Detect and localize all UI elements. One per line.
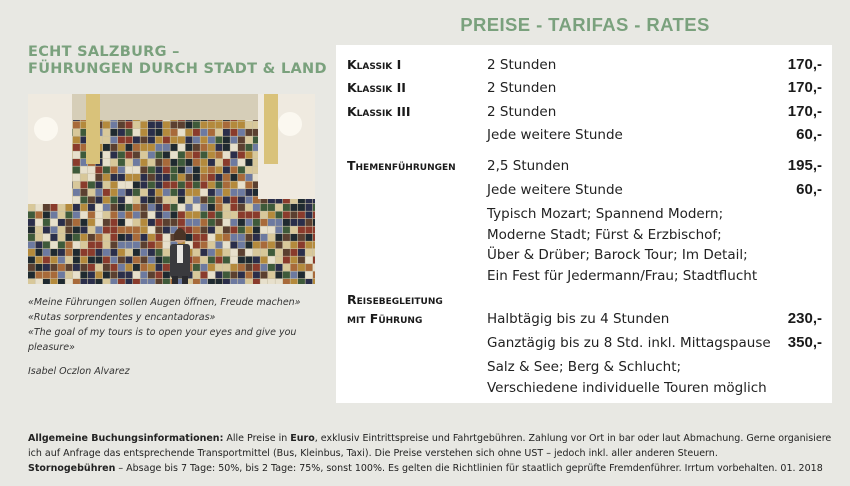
rate-price: 230,-: [787, 310, 822, 327]
rate-category: Klassik II: [347, 80, 406, 95]
rates-heading: PREISE - TARIFAS - RATES: [460, 14, 710, 35]
quotes-block: [28, 295, 328, 379]
rate-duration: Ganztägig bis zu 8 Std. inkl. Mittagspause: [487, 335, 771, 351]
list-item: Verschiedene individuelle Touren möglich: [487, 379, 767, 396]
title-line-2: FÜHRUNGEN DURCH STADT & LAND: [28, 61, 327, 77]
rate-price: 195,-: [787, 157, 822, 174]
currency: Euro: [290, 433, 315, 444]
storno-label: Stornogebühren: [28, 463, 116, 474]
list-item: Typisch Mozart; Spannend Modern;: [487, 206, 724, 222]
storno-line: [28, 461, 838, 476]
rate-category-line: Reisebegleitung: [347, 292, 443, 307]
rate-price: 170,-: [787, 56, 822, 73]
booking-text: , exklusiv Eintrittspreise und Fahrtgebühren. Zahlung vor Ort in bar oder laut Abmachung. Gerne organisiere: [314, 433, 832, 444]
rate-price: 170,-: [787, 79, 822, 96]
reise-tour-list: [487, 357, 767, 398]
list-item: Ein Fest für Jedermann/Frau; Stadtflucht: [487, 267, 758, 284]
guide-photo: [28, 94, 315, 284]
rate-price: 60,-: [796, 126, 822, 143]
storno-text: – Absage bis 7 Tage: 50%, bis 2 Tage: 75%, sonst 100%. Es gelten die Richtlinien für staatlich geprüfte Fremdenführer. Irrtum vorbehalten. 01. 2018: [115, 463, 823, 474]
rate-duration: 2,5 Stunden: [487, 158, 570, 174]
booking-label: Allgemeine Buchungsinformationen:: [28, 433, 224, 444]
rate-price: 350,-: [787, 334, 822, 351]
rate-duration: Jede weitere Stunde: [487, 182, 623, 198]
rate-category: Klassik I: [347, 57, 402, 72]
rate-row-reise-half: [336, 309, 832, 329]
rate-duration: 2 Stunden: [487, 104, 557, 120]
rate-row-themen-extra: [336, 180, 832, 200]
quote-spanish: «Rutas sorprendentes y encantadoras»: [28, 312, 216, 323]
rate-category: Themenführungen: [347, 158, 456, 173]
themen-tour-list: [487, 204, 757, 286]
rate-row-klassik-extra: [336, 125, 832, 145]
rate-row-klassik-1: [336, 55, 832, 75]
rate-price: 170,-: [787, 103, 822, 120]
list-item: Über & Drüber; Barock Tour; Im Detail;: [487, 247, 748, 263]
rate-row-klassik-3: [336, 102, 832, 122]
list-item: Salz & See; Berg & Schlucht;: [487, 359, 682, 375]
list-item: Moderne Stadt; Fürst & Erzbischof;: [487, 226, 722, 243]
booking-info: [28, 431, 838, 476]
booking-text: Alle Preise in: [223, 433, 291, 444]
rate-duration: 2 Stunden: [487, 80, 557, 96]
rate-row-reise-full: [336, 333, 832, 353]
booking-line-2: ich auf Anfrage das entsprechende Transportmittel (Bus, Kleinbus, Taxi). Die Preise verstehen sich ohne UST – jedoch inkl. aller anderen Steuern.: [28, 448, 718, 459]
rate-category-line: mit Führung: [347, 311, 423, 326]
rate-category: Klassik III: [347, 104, 411, 119]
rate-duration: Halbtägig bis zu 4 Stunden: [487, 311, 670, 327]
booking-line-1: [28, 431, 838, 446]
rate-duration: 2 Stunden: [487, 57, 557, 73]
quote-author: Isabel Oczlon Alvarez: [28, 366, 130, 377]
quote-german: «Meine Führungen sollen Augen öffnen, Freude machen»: [28, 297, 301, 308]
rate-price: 60,-: [796, 181, 822, 198]
rate-row-klassik-2: [336, 78, 832, 98]
rate-row-themen: [336, 156, 832, 176]
rates-table: [336, 45, 832, 403]
rate-duration: Jede weitere Stunde: [487, 127, 623, 143]
title-line-1: ECHT SALZBURG –: [28, 44, 180, 60]
page-title: [28, 44, 328, 78]
quote-english: «The goal of my tours is to open your eyes and give you pleasure»: [28, 327, 297, 353]
